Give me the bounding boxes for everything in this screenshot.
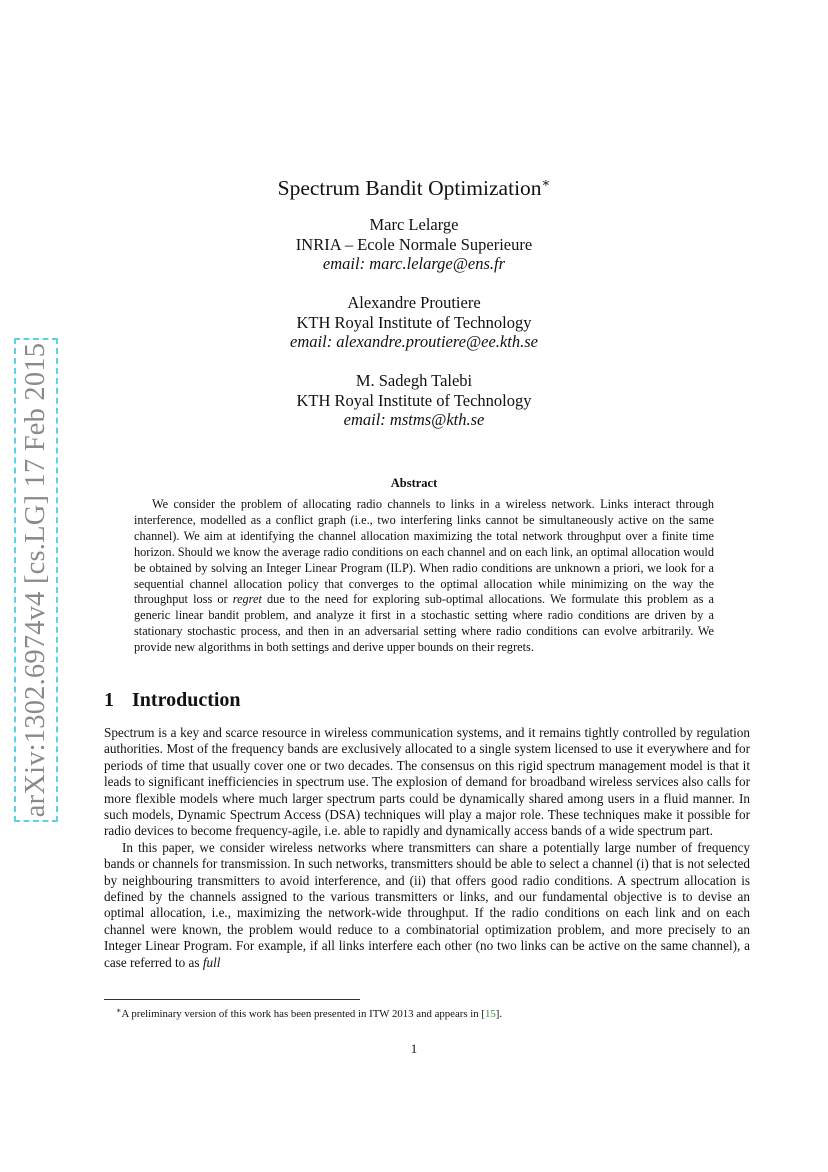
author-name: Alexandre Proutiere [347,293,481,312]
author-email: email: marc.lelarge@ens.fr [322,254,506,274]
author-affiliation: KTH Royal Institute of Technology [296,390,532,410]
abstract-heading: Abstract [390,476,438,490]
section-number: 1 [104,689,114,711]
abstract-regret-term: regret [232,592,262,607]
title-footnote-mark: ∗ [541,175,551,190]
author-affiliation: INRIA – Ecole Normale Superieure [295,234,533,254]
abstract-text-part2: due to the need for exploring sub-optimal allocations. We formulate this problem as a generic linear bandit problem, and analyze it first in a stochastic setting where radio conditions are driven by a stationary stochastic process, and then in an adversarial setting where radio conditions can evolve arbitrarily. We provide new algorithms in both settings and derive upper bounds on their regrets. [134,592,714,655]
footnote-mark: ∗ [116,1006,122,1015]
footnote-rule [104,999,360,1000]
abstract-body [134,497,714,656]
citation-link[interactable]: 15 [484,1008,496,1020]
author-block-1 [0,215,828,274]
author-email: email: mstms@kth.se [343,410,485,430]
author-name: M. Sadegh Talebi [355,371,473,390]
abstract-text-part1: We consider the problem of allocating radio channels to links in a wireless network. Links interact through interference, modelled as a conflict graph (i.e., two interfering links cannot be simultaneously active on the same channel). We aim at identifying the channel allocation maximizing the total network throughput over a finite time horizon. Should we know the average radio conditions on each channel and on each link, an optimal allocation would be obtained by solving an Integer Linear Program (ILP). When radio conditions are unknown a priori, we look for a sequential channel allocation policy that converges to the optimal allocation while minimizing on the way the throughput loss or [134,497,714,607]
author-email: email: alexandre.proutiere@ee.kth.se [290,332,538,352]
intro-paragraph-2 [104,840,750,971]
paper-title [0,170,828,201]
section-heading [104,689,241,712]
arxiv-identifier: arXiv:1302.6974v4 [cs.LG] 17 Feb 2015 [20,342,51,818]
footnote-text-end: ]. [495,1008,503,1020]
footnote-text: A preliminary version of this work has been presented in ITW 2013 and appears in [ [121,1008,485,1020]
intro-paragraph-2-italic: full [202,954,221,970]
intro-paragraph-2-text: In this paper, we consider wireless networks where transmitters can share a potentially large number of frequency bands or channels for transmission. In such networks, transmitters should be able to select a channel (i) that is not selected by neighbouring transmitters to avoid interference, and (ii) that offers good radio conditions. A spectrum allocation is defined by the channels assigned to the various transmitters or links, and our fundamental objective is to devise an optimal allocation, i.e., maximizing the network-wide throughput. If the radio conditions on each link and on each channel were known, the problem would reduce to a combinatorial optimization problem, and more precisely to an Integer Linear Program. For example, if all links interfere each other (no two links can be active on the same channel), a case referred to as [104,839,750,970]
author-affiliation: KTH Royal Institute of Technology [296,312,532,332]
author-block-2 [0,293,828,352]
intro-paragraph-1: Spectrum is a key and scarce resource in wireless communication systems, and it remains tightly controlled by regulation authorities. Most of the frequency bands are exclusively allocated to a single system licensed to use it everywhere and for periods of time that usually cover one or two decades. The consensus on this rigid spectrum management model is that it leads to significant inefficiencies in spectrum use. The explosion of demand for broadband wireless services also calls for more flexible models where much larger spectrum parts could be dynamically shared among users in a fluid manner. In such models, Dynamic Spectrum Access (DSA) techniques will play a major role. These techniques make it possible for radio devices to become frequency-agile, i.e. able to rapidly and dynamically access bands of a wide spectrum part. [104,725,750,839]
introduction-body [104,725,750,971]
footnote [104,1004,750,1021]
author-name: Marc Lelarge [369,215,459,234]
author-block-3 [0,371,828,430]
page-number: 1 [410,1041,418,1056]
section-title: Introduction [132,689,241,711]
title-text: Spectrum Bandit Optimization [277,176,542,200]
